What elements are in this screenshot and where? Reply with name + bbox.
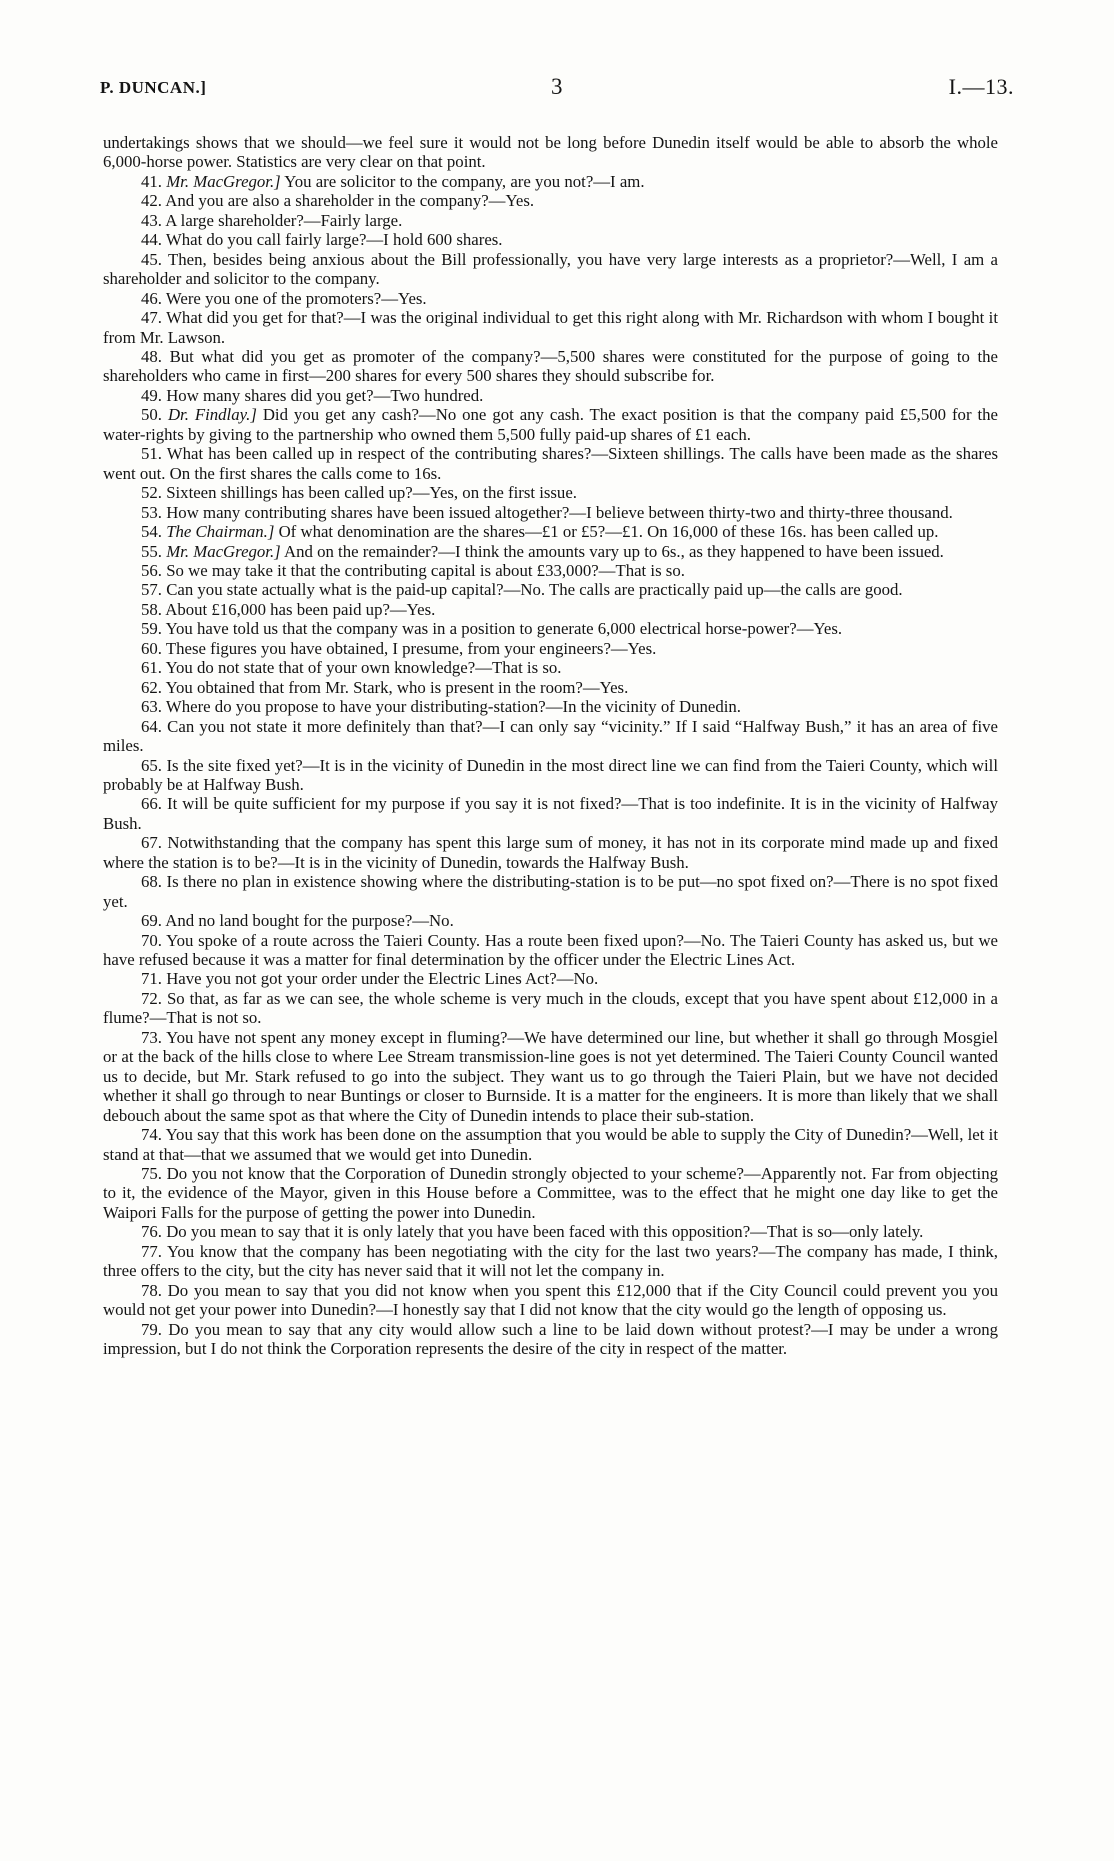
evidence-text [103, 133, 998, 1359]
paragraph-text: But what did you get as promoter of the company?—5,500 shares were constituted for the purpose of going to the shareholders who came in first—200 shares for every 500 shares they should subscribe for. [103, 346, 998, 386]
paragraph-text: What has been called up in respect of the contributing shares?—Sixteen shillings. The calls have been made as the shares went out. On the first shares the calls come to 16s. [103, 444, 998, 483]
evidence-paragraph [103, 1281, 998, 1320]
question-number: 60. [141, 638, 162, 658]
question-number: 51. [141, 444, 162, 464]
question-number: 58. [141, 599, 162, 619]
paragraph-text: You are solicitor to the company, are you not?—I am. [284, 171, 645, 191]
paragraph-text: A large shareholder?—Fairly large. [165, 210, 403, 230]
evidence-paragraph [103, 658, 998, 677]
paragraph-text: undertakings shows that we should—we feel sure it would not be long before Dunedin itself would be able to absorb the whole 6,000-horse power. Statistics are very clear on that point. [103, 133, 998, 172]
paragraph-text: You have not spent any money except in fluming?—We have determined our line, but whether it shall go through Mosgiel or at the back of the hills close to where Lee Stream transmission-line goes is not yet determined. The Taieri County Council wanted us to decide, but Mr. Stark refused to go into the subject. They want us to go through the Taieri Plain, but we have not decided whether it shall go through to near Buntings or closer to Burnside. It is a matter for the engineers. It is more than likely that we shall debouch about the same spot as that where the City of Dunedin intends to place their sub-station. [103, 1027, 998, 1125]
paragraph-text: So that, as far as we can see, the whole scheme is very much in the clouds, except that you have spent about £12,000 in a flume?—That is not so. [103, 988, 998, 1028]
evidence-paragraph [103, 911, 998, 930]
evidence-paragraph [103, 1125, 998, 1164]
paragraph-text: How many contributing shares have been issued altogether?—I believe between thirty-two and thirty-three thousand. [166, 502, 953, 522]
paragraph-text: Is there no plan in existence showing where the distributing-station is to be put—no spot fixed on?—There is no spot fixed yet. [103, 872, 998, 911]
question-number: 62. [141, 677, 162, 697]
evidence-paragraph [103, 483, 998, 502]
evidence-paragraph [103, 405, 998, 444]
question-number: 75. [141, 1164, 162, 1184]
evidence-paragraph [103, 230, 998, 249]
evidence-paragraph [103, 1028, 998, 1125]
paragraph-text: You know that the company has been negotiating with the city for the last two years?—The company has made, I think, three offers to the city, but the city has never said that it will not let the company in. [103, 1241, 998, 1281]
evidence-paragraph [103, 678, 998, 697]
evidence-paragraph [103, 1320, 998, 1359]
question-number: 57. [141, 580, 162, 600]
evidence-paragraph [103, 133, 998, 172]
question-number: 68. [141, 872, 162, 892]
question-number: 72. [141, 988, 162, 1008]
evidence-paragraph [103, 1222, 998, 1241]
evidence-paragraph [103, 931, 998, 970]
evidence-paragraph [103, 444, 998, 483]
evidence-paragraph [103, 600, 998, 619]
question-number: 42. [141, 191, 162, 211]
question-number: 50. [141, 405, 162, 425]
evidence-paragraph [103, 522, 998, 541]
evidence-paragraph [103, 191, 998, 210]
paragraph-text: You have told us that the company was in a position to generate 6,000 electrical horse-power?—Yes. [165, 619, 843, 639]
evidence-paragraph [103, 172, 998, 191]
paragraph-text: Notwithstanding that the company has spent this large sum of money, it has not in its corporate mind made up and fixed where the station is to be?—It is in the vicinity of Dunedin, towards the Halfway Bush. [103, 833, 998, 872]
paragraph-text: What did you get for that?—I was the original individual to get this right along with Mr. Richardson with whom I bought it from Mr. Lawson. [103, 308, 998, 347]
question-number: 66. [141, 794, 162, 814]
question-number: 45. [141, 249, 162, 269]
question-number: 48. [141, 346, 162, 366]
evidence-paragraph [103, 580, 998, 599]
paragraph-text: You obtained that from Mr. Stark, who is present in the room?—Yes. [165, 677, 629, 697]
question-number: 76. [141, 1222, 162, 1242]
paragraph-text: Where do you propose to have your distributing-station?—In the vicinity of Dunedin. [165, 697, 741, 717]
evidence-paragraph [103, 289, 998, 308]
paragraph-text: Do you not know that the Corporation of Dunedin strongly objected to your scheme?—Apparently not. Far from objecting to it, the evidence of the Mayor, given in this House before a Committee, was to the effect that he might one day like to get the Waipori Falls for the purpose of getting the power into Dunedin. [103, 1164, 998, 1222]
page-header [100, 70, 1014, 110]
paragraph-text: You spoke of a route across the Taieri County. Has a route been fixed upon?—No. The Taieri County has asked us, but we have refused because it was a matter for final determination by the officer under the Electric Lines Act. [103, 930, 999, 970]
paragraph-text: Do you mean to say that it is only lately that you have been faced with this opposition?—That is so—only lately. [166, 1222, 924, 1242]
question-number: 55. [141, 541, 162, 561]
evidence-paragraph [103, 1164, 998, 1222]
evidence-paragraph [103, 619, 998, 638]
paragraph-text: What do you call fairly large?—I hold 600 shares. [165, 230, 503, 250]
speaker-name: Mr. MacGregor.] [166, 541, 281, 561]
question-number: 63. [141, 697, 162, 717]
paragraph-text: Did you get any cash?—No one got any cash. The exact position is that the company paid £5,500 for the water-rights by giving to the partnership who owned them 5,500 fully paid-up shares of £1 each. [103, 405, 998, 444]
paragraph-text: Were you one of the promoters?—Yes. [165, 288, 427, 308]
evidence-paragraph [103, 308, 998, 347]
evidence-paragraph [103, 794, 998, 833]
evidence-paragraph [103, 1242, 998, 1281]
document-reference: I.—13. [948, 74, 1014, 99]
question-number: 59. [141, 619, 162, 639]
question-number: 71. [141, 969, 162, 989]
paragraph-text: These figures you have obtained, I presume, from your engineers?—Yes. [165, 638, 657, 658]
paragraph-text: Can you not state it more definitely than that?—I can only say “vicinity.” If I said “Halfway Bush,” it has an area of five miles. [103, 716, 999, 756]
question-number: 61. [141, 658, 162, 678]
evidence-paragraph [103, 756, 998, 795]
evidence-paragraph [103, 697, 998, 716]
evidence-paragraph [103, 561, 998, 580]
question-number: 56. [141, 560, 162, 580]
paragraph-text: Have you not got your order under the Electric Lines Act?—No. [166, 969, 599, 989]
question-number: 78. [141, 1280, 162, 1300]
paragraph-text: Then, besides being anxious about the Bill professionally, you have very large interests as a proprietor?—Well, I am a shareholder and solicitor to the company. [103, 249, 998, 289]
question-number: 67. [141, 833, 162, 853]
question-number: 73. [141, 1027, 162, 1047]
evidence-paragraph [103, 989, 998, 1028]
question-number: 43. [141, 210, 162, 230]
paragraph-text: It will be quite sufficient for my purpose if you say it is not fixed?—That is too indefinite. It is in the vicinity of Halfway Bush. [103, 794, 998, 833]
witness-name: P. DUNCAN.] [100, 78, 207, 97]
question-number: 46. [141, 288, 162, 308]
paragraph-text: You say that this work has been done on the assumption that you would be able to supply the City of Dunedin?—Well, let it stand at that—that we assumed that we would get into Dunedin. [103, 1125, 998, 1164]
speaker-name: Dr. Findlay.] [167, 405, 257, 425]
question-number: 47. [141, 308, 162, 328]
question-number: 64. [141, 716, 162, 736]
question-number: 65. [141, 755, 162, 775]
evidence-paragraph [103, 717, 998, 756]
evidence-paragraph [103, 872, 998, 911]
evidence-paragraph [103, 833, 998, 872]
evidence-paragraph [103, 386, 998, 405]
paragraph-text: You do not state that of your own knowledge?—That is so. [165, 658, 562, 678]
paragraph-text: And you are also a shareholder in the company?—Yes. [165, 191, 535, 211]
paragraph-text: So we may take it that the contributing capital is about £33,000?—That is so. [166, 560, 685, 580]
question-number: 54. [141, 522, 162, 542]
evidence-paragraph [103, 969, 998, 988]
page-number: 3 [551, 74, 563, 99]
question-number: 53. [141, 502, 162, 522]
paragraph-text: About £16,000 has been paid up?—Yes. [165, 599, 436, 619]
question-number: 77. [141, 1241, 162, 1261]
paragraph-text: Is the site fixed yet?—It is in the vicinity of Dunedin in the most direct line we can find from the Taieri County, which will probably be at Halfway Bush. [103, 755, 998, 794]
question-number: 44. [141, 230, 162, 250]
question-number: 69. [141, 911, 162, 931]
evidence-paragraph [103, 639, 998, 658]
question-number: 70. [141, 930, 162, 950]
question-number: 52. [141, 483, 162, 503]
evidence-paragraph [103, 542, 998, 561]
evidence-paragraph [103, 250, 998, 289]
speaker-name: Mr. MacGregor.] [166, 171, 281, 191]
question-number: 49. [141, 385, 162, 405]
evidence-paragraph [103, 503, 998, 522]
paragraph-text: Do you mean to say that any city would allow such a line to be laid down without protest?—I may be under a wrong impression, but I do not think the Corporation represents the desire of the city in respect of the matter. [103, 1319, 999, 1359]
paragraph-text: Do you mean to say that you did not know when you spent this £12,000 that if the City Council could prevent you you would not get your power into Dunedin?—I honestly say that I did not know that the city would go the length of opposing us. [103, 1280, 998, 1320]
question-number: 79. [141, 1319, 162, 1339]
paragraph-text: Sixteen shillings has been called up?—Yes, on the first issue. [166, 483, 577, 503]
question-number: 41. [141, 171, 162, 191]
paragraph-text: Can you state actually what is the paid-up capital?—No. The calls are practically paid up—the calls are good. [166, 580, 903, 600]
paragraph-text: And no land bought for the purpose?—No. [165, 911, 454, 931]
question-number: 74. [141, 1125, 162, 1145]
paragraph-text: How many shares did you get?—Two hundred. [166, 385, 484, 405]
paragraph-text: Of what denomination are the shares—£1 or £5?—£1. On 16,000 of these 16s. has been called up. [278, 522, 939, 542]
evidence-paragraph [103, 211, 998, 230]
evidence-paragraph [103, 347, 998, 386]
speaker-name: The Chairman.] [166, 522, 275, 542]
paragraph-text: And on the remainder?—I think the amounts vary up to 6s., as they happened to have been issued. [283, 541, 944, 561]
